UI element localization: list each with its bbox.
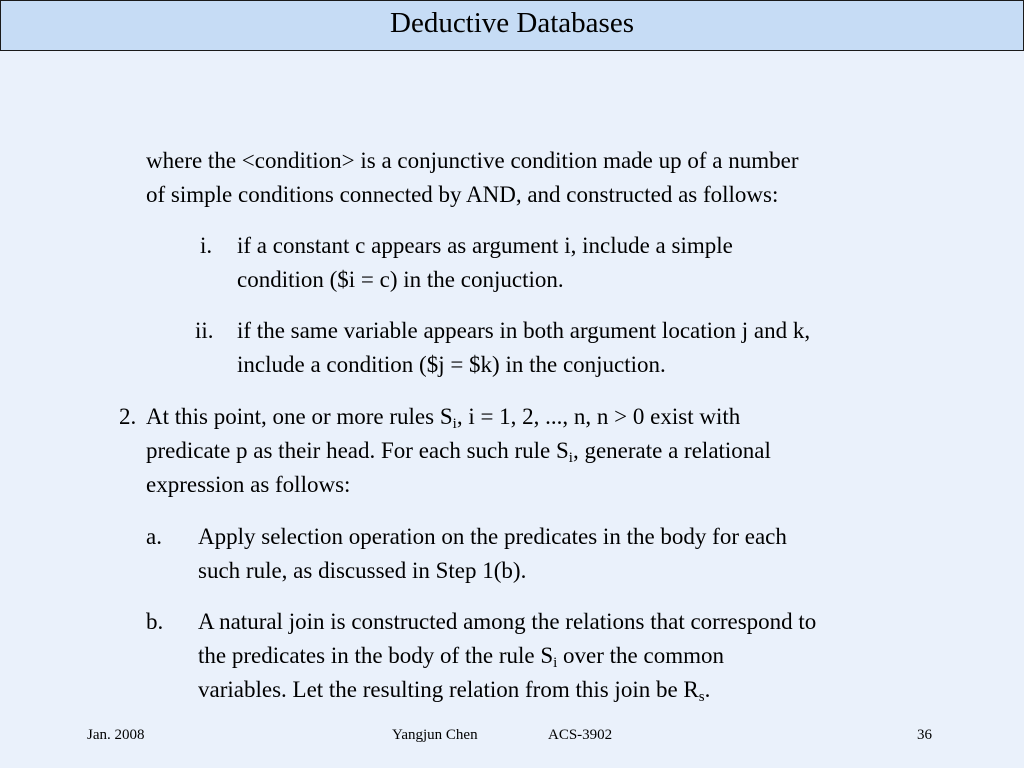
- slide-title: Deductive Databases: [390, 7, 634, 39]
- alpha-item-a-line-2: such rule, as discussed in Step 1(b).: [198, 558, 527, 583]
- alpha-item-a-line-1: Apply selection operation on the predicates in the body for each: [198, 524, 787, 549]
- alpha-marker-b: b.: [146, 609, 164, 634]
- step-2-line-1: At this point, one or more rules $S_i$, i = 1, 2, ..., n, n > 0 exist with: [146, 404, 741, 432]
- roman-item-ii-line-2: include a condition ($j = $k) in the conjuction.: [237, 352, 666, 377]
- intro-line-2: of simple conditions connected by AND, and constructed as follows:: [146, 182, 779, 207]
- footer-page-number: 36: [917, 727, 932, 743]
- alpha-item-b-line-2: the predicates in the body of the rule $S_i$ over the common: [198, 643, 725, 671]
- step-2-line-3: expression as follows:: [146, 472, 351, 497]
- roman-marker-ii: ii.: [195, 318, 214, 343]
- footer-author: Yangjun Chen: [392, 727, 478, 743]
- alpha-item-b-line-1: A natural join is constructed among the relations that correspond to: [198, 609, 817, 634]
- alpha-marker-a: a.: [146, 524, 162, 549]
- step-2-marker: 2.: [119, 404, 137, 429]
- roman-item-ii-line-1: if the same variable appears in both argument location j and k,: [237, 318, 811, 343]
- alpha-item-b-line-3: variables. Let the resulting relation from this join be $R_s$.: [198, 677, 711, 705]
- intro-line-1: where the <condition> is a conjunctive condition made up of a number: [146, 148, 799, 173]
- roman-item-i-line-1: if a constant c appears as argument i, include a simple: [237, 233, 733, 258]
- roman-marker-i: i.: [200, 233, 213, 258]
- roman-item-i-line-2: condition ($i = c) in the conjuction.: [237, 267, 564, 292]
- footer-date: Jan. 2008: [87, 727, 145, 743]
- footer-course: ACS-3902: [548, 727, 613, 743]
- step-2-line-2: predicate p as their head. For each such rule $S_i$, generate a relational: [146, 438, 771, 466]
